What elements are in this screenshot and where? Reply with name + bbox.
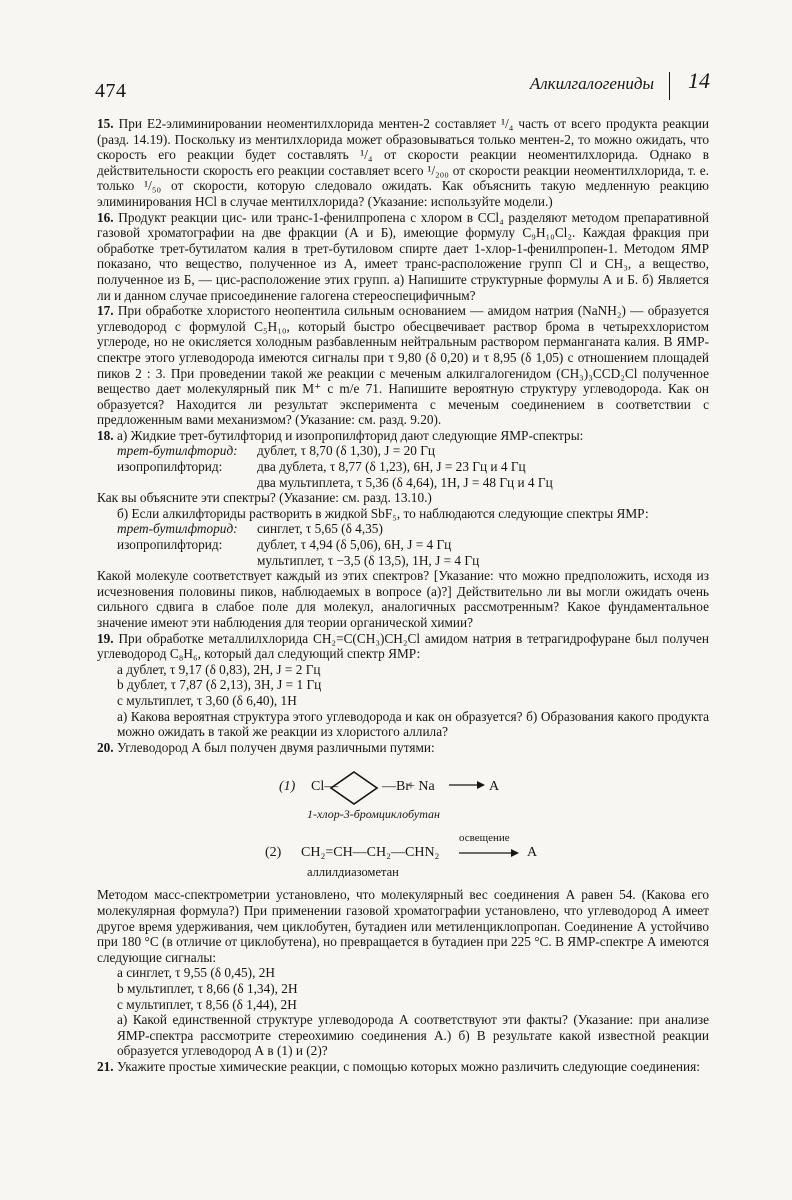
problem-number: 15. <box>97 116 114 131</box>
scheme-label: (1) <box>279 779 296 795</box>
problem-16 <box>97 210 709 304</box>
compound-label <box>117 475 257 491</box>
problem-intro: Углеводород А был получен двумя различными путями: <box>116 739 435 755</box>
compound-name: аллилдиазометан <box>307 865 399 880</box>
bromine-substituent: —Br <box>382 779 410 795</box>
problem-21 <box>97 1059 709 1075</box>
cyclobutane-ring-icon <box>327 769 381 807</box>
nmr-value: дублет, τ 8,70 (δ 1,30), J = 20 Гц <box>257 443 436 459</box>
header-divider <box>669 72 671 100</box>
reaction-condition: освещение <box>459 832 510 845</box>
problem-intro: а) Жидкие трет-бутилфторид и изопропилфторид дают следующие ЯМР-спектры: <box>116 427 584 443</box>
nmr-signal: c мультиплет, τ 8,56 (δ 1,44), 2H <box>117 996 297 1012</box>
problem-number: 20. <box>97 739 114 755</box>
nmr-row <box>117 537 709 553</box>
problem-question: Как вы объясните эти спектры? (Указание: см. разд. 13.10.) <box>97 490 432 506</box>
product-label: A <box>527 845 538 861</box>
chapter-number: 14 <box>688 68 710 93</box>
nmr-row <box>117 553 709 569</box>
problem-text: Продукт реакции цис- или транс-1-фенилпропена с хлором в CCl₄ разделяют методом препаративной газовой хроматографии на две фракции (А и Б), имеющие формулу C₉H₁₀Cl₂. Каждая фракция при обработке трет-бутилатом калия в трет-бутиловом спирте дает 1-хлор-1-фенилпропен-1. Методом ЯМР показано, что вещество, полученное из А, имеет транс-расположение групп Cl и CH₃, а вещество, полученное из Б, — цис-расположение этих групп. а) Напишите структурные формулы А и Б. б) Является ли и данном случае присоединение галогена стереоспецифичным? <box>97 209 709 303</box>
scheme-label: (2) <box>265 845 282 861</box>
problem-17 <box>97 303 709 428</box>
compound-label <box>117 553 257 569</box>
running-title: Алкилгалогениды <box>529 74 654 93</box>
problem-text: Укажите простые химические реакции, с помощью которых можно различить следующие соединения: <box>116 1058 700 1074</box>
problem-20 <box>97 740 709 1059</box>
reaction-scheme-2 <box>97 831 709 879</box>
compound-label: изопропилфторид: <box>117 459 223 475</box>
nmr-value: мультиплет, τ −3,5 (δ 13,5), 1H, J = 4 Гц <box>257 552 480 568</box>
nmr-row <box>117 521 709 537</box>
problem-text: При обработке металлилхлорида CH₂=C(CH₃)CH₂Cl амидом натрия в тетрагидрофуране был получен углеводород C₈H₆, который дал следующий спектр ЯМР: <box>97 630 709 662</box>
page-number: 474 <box>95 80 127 102</box>
problem-number: 19. <box>97 630 114 646</box>
problem-text: При обработке хлористого неопентила сильным основанием — амидом натрия (NaNH₂) — образуется углеводород с формулой C₅H₁₀, который быстро обесцвечивает раствор брома в четыреххлористом углероде, но не окисляется холодным разбавленным нейтральным раствором перманганата калия. В ЯМР-спектре этого углеводорода имеются сигналы при τ 9,80 (δ 0,20) и τ 8,95 (δ 1,05) с отношением площадей пиков 2 : 3. При проведении такой же реакции с меченым алкилгалогенидом (CH₃)₃CCD₂Cl полученное вещество дает молекулярный пик M⁺ с m/e 71. Напишите вероятную структуру углеводорода. Как он образуется? Находится ли результат эксперимента с меченым соединением в соответствии с предложенным вами механизмом? (Указание: см. разд. 9.20). <box>97 303 709 428</box>
nmr-value: дублет, τ 4,94 (δ 5,06), 6H, J = 4 Гц <box>257 537 452 553</box>
problem-number: 17. <box>97 303 114 319</box>
nmr-row <box>117 475 709 491</box>
nmr-signal: a дублет, τ 9,17 (δ 0,83), 2H, J = 2 Гц <box>117 661 321 677</box>
problem-question: Какой молекуле соответствует каждый из этих спектров? [Указание: что можно предположить, исходя из исчезновения половины пиков, наблюдаемых в вопросе (а)?] Действительно ли вы могли ожидать очень сильного сдвига в слабое поле для молекул, аналогичных рассмотренным? Какое фундаментальное значение имеют эти наблюдения для теории органической химии? <box>97 568 709 630</box>
problem-18 <box>97 428 709 631</box>
problem-text: При E2-элиминировании неоментилхлорида ментен-2 составляет ¹/₄ часть от всего продукта реакции (разд. 14.19). Поскольку из ментилхлорида может образовываться только ментен-2, то можно ожидать, что скорость его реакции будет составлять ¹/₄ от скорости реакции неоментилхлорида. Однако в действительности скорость его реакции составляет всего ¹/₂₀₀ от скорости реакции неоментилхлорида, т. е. только ¹/₅₀ от скорости, которую следовало ожидать. Как объяснить такую медленную реакцию элиминирования HCl в случае ментилхлорида? (Указание: используйте модели.) <box>97 116 710 209</box>
page-header <box>95 68 710 106</box>
nmr-value: два дублета, τ 8,77 (δ 1,23), 6H, J = 23 Гц и 4 Гц <box>257 459 526 475</box>
nmr-row <box>117 459 709 475</box>
compound-name: 1-хлор-3-бромциклобутан <box>307 807 440 822</box>
problem-question: а) Какой единственной структуре углеводорода А соответствуют эти факты? (Указание: при анализе ЯМР-спектра рассмотрите стереохимию соединения А.) б) В результате какой известной реакции образуется углеводород А в (1) и (2)? <box>117 1012 709 1059</box>
page-body <box>97 116 709 1074</box>
compound-label: трет-бутилфторид: <box>117 521 238 537</box>
nmr-value: синглет, τ 5,65 (δ 4,35) <box>257 521 383 537</box>
problem-text: Методом масс-спектрометрии установлено, что молекулярный вес соединения А равен 54. (Какова его молекулярная формула?) При применении газовой хроматографии установлено, что углеводород А имеет другое время удерживания, чем циклобутен, бутадиен или метиленциклопропан. Соединение А устойчиво при 180 °С (в отличие от циклобутена), но превращается в бутадиен при 225 °С. В ЯМР-спектре А имеются следующие сигналы: <box>97 887 709 965</box>
nmr-signal: b мультиплет, τ 8,66 (δ 1,34), 2H <box>117 980 298 996</box>
reagent: + Na <box>407 779 435 795</box>
problem-number: 21. <box>97 1058 114 1074</box>
reaction-arrow-icon <box>459 845 519 861</box>
reaction-scheme-1 <box>97 769 709 825</box>
product-label: A <box>489 779 500 795</box>
problem-15 <box>97 116 709 210</box>
nmr-row <box>117 443 709 459</box>
problem-number: 18. <box>97 427 114 443</box>
nmr-value: два мультиплета, τ 5,36 (δ 4,64), 1H, J = 48 Гц и 4 Гц <box>257 474 553 490</box>
compound-label: трет-бутилфторид: <box>117 443 238 459</box>
problem-number: 16. <box>97 209 114 225</box>
reactant-formula: CH₂=CH—CH₂—CHN₂ <box>301 845 440 861</box>
reaction-arrow-icon <box>449 777 485 793</box>
problem-19 <box>97 631 709 740</box>
nmr-signal: c мультиплет, τ 3,60 (δ 6,40), 1H <box>117 692 297 708</box>
chlorine-substituent: Cl— <box>311 779 339 795</box>
nmr-signal: a синглет, τ 9,55 (δ 0,45), 2H <box>117 965 276 981</box>
problem-subpart: б) Если алкилфториды растворить в жидкой SbF₅, то наблюдаются следующие спектры ЯМР: <box>117 505 649 521</box>
compound-label: изопропилфторид: <box>117 537 223 553</box>
problem-question: а) Какова вероятная структура этого углеводорода и как он образуется? б) Образования какого продукта можно ожидать в такой же реакции из хлористого аллила? <box>117 708 709 740</box>
nmr-signal: b дублет, τ 7,87 (δ 2,13), 3H, J = 1 Гц <box>117 677 322 693</box>
